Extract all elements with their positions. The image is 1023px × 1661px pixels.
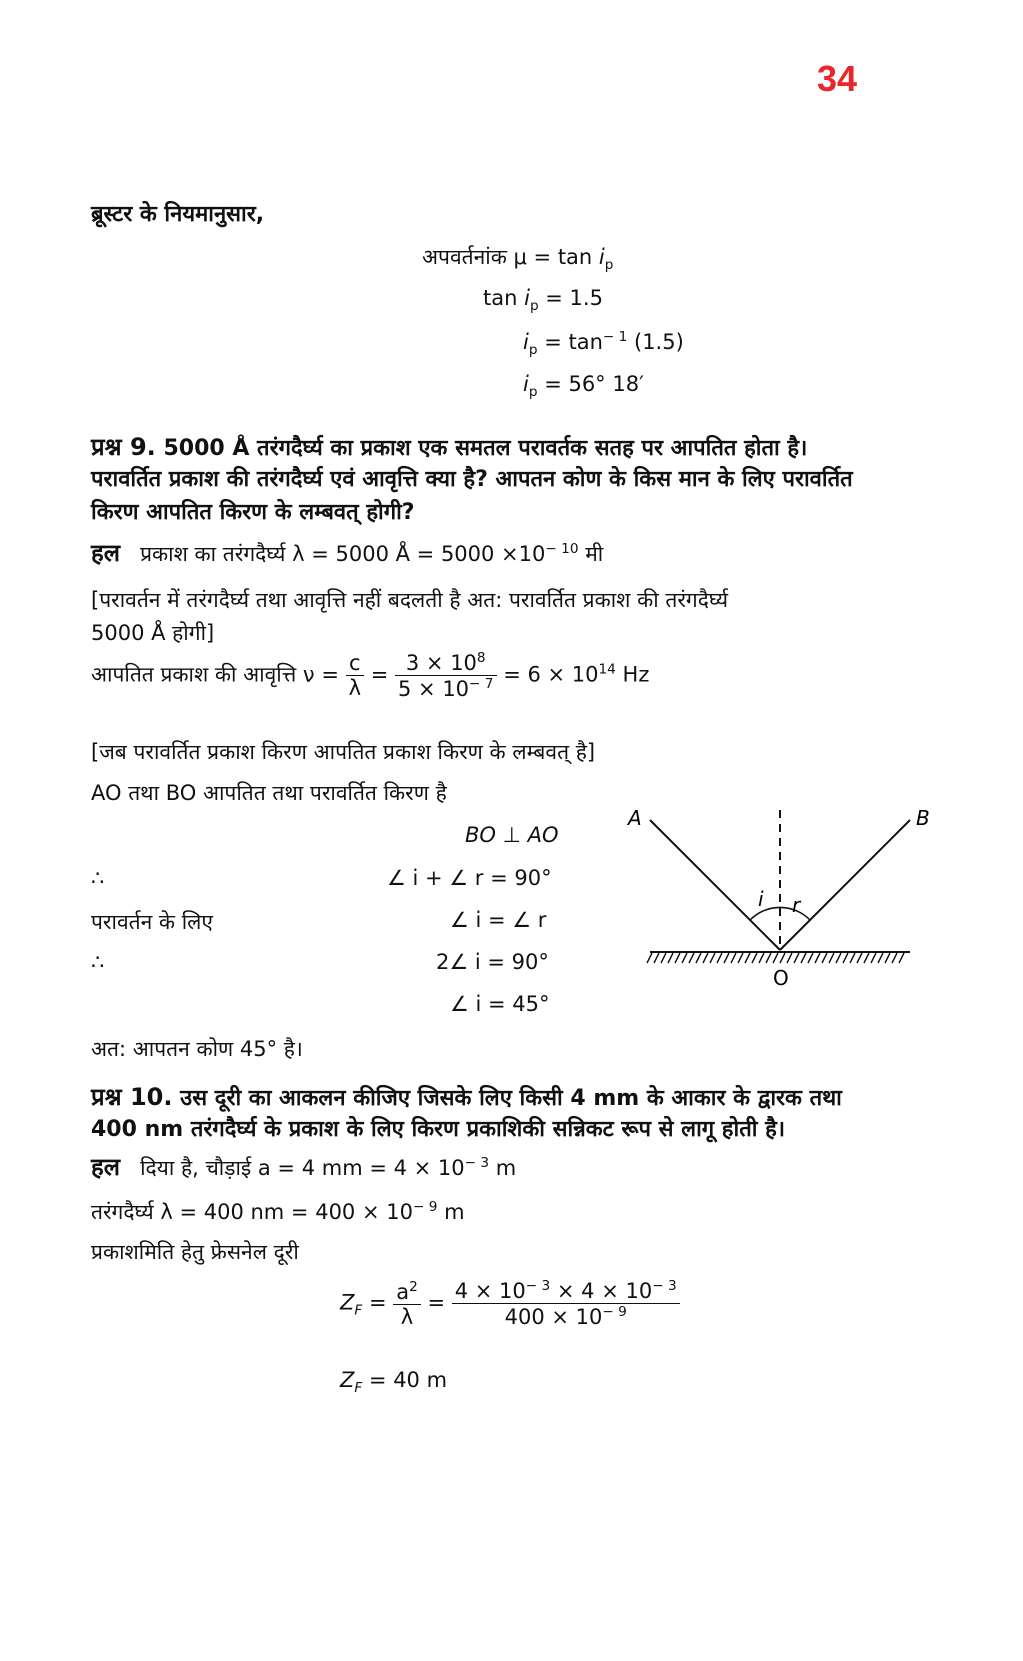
hatch-mark bbox=[787, 953, 792, 963]
q9-i-value: ∠ i = 45° bbox=[450, 992, 550, 1016]
brewster-heading: ब्रूस्टर के नियमानुसार, bbox=[91, 202, 265, 227]
hatch-mark bbox=[738, 953, 743, 963]
hatch-mark bbox=[857, 953, 862, 963]
mirror-hatching bbox=[647, 953, 904, 963]
reflection-diagram bbox=[620, 800, 940, 1000]
hatch-mark bbox=[822, 953, 827, 963]
label-b: B bbox=[916, 806, 930, 830]
q9-line-1: प्रश्न 9. 5000 Å तरंगदैर्घ्य का प्रकाश एक समतल परावर्तक सतह पर आपतित होता है। bbox=[91, 433, 808, 461]
q10-solution: हल दिया है, चौड़ाई a = 4 mm = $4 \times 10^{- 3}$ m bbox=[91, 1153, 517, 1181]
label-r: r bbox=[792, 893, 801, 917]
hatch-mark bbox=[878, 953, 883, 963]
q10-sol-label: हल bbox=[91, 1153, 121, 1181]
q9-therefore-1: ∴ bbox=[91, 866, 105, 890]
hatch-mark bbox=[647, 953, 652, 963]
label-o: O bbox=[773, 966, 789, 990]
hatch-mark bbox=[689, 953, 694, 963]
hatch-mark bbox=[850, 953, 855, 963]
q9-frequency: आपतित प्रकाश की आवृत्ति ν = $\frac{c}{\lambda}$ = $\frac{3 \times 10^8}{5 \times 10^{- 7}}$ = $6 \times 10^{14}$ Hz bbox=[91, 650, 650, 701]
hatch-mark bbox=[843, 953, 848, 963]
q10-line-1: प्रश्न 10. उस दूरी का आकलन कीजिए जिसके लिए किसी 4 mm के आकार के द्वारक तथा bbox=[91, 1083, 842, 1111]
q10-fresnel-equation: $Z_F$ = $\frac{a^2}{\lambda}$ = $\frac{4 \times 10^{- 3} \times 4 \times 10^{- 3}}{400 \times 10^{- 9}}$ bbox=[340, 1278, 680, 1329]
q9-therefore-2: ∴ bbox=[91, 950, 105, 974]
hatch-mark bbox=[815, 953, 820, 963]
hatch-mark bbox=[661, 953, 666, 963]
q9-sol-label: हल bbox=[91, 539, 121, 567]
q9-note-1b: 5000 Å होगी] bbox=[91, 621, 215, 645]
hatch-mark bbox=[696, 953, 701, 963]
q9-ao-line: AO तथा BO आपतित तथा परावर्तित किरण है bbox=[91, 781, 447, 805]
hatch-mark bbox=[682, 953, 687, 963]
hatch-mark bbox=[773, 953, 778, 963]
q10-result: $Z_F = 40$ m bbox=[340, 1368, 448, 1397]
hatch-mark bbox=[892, 953, 897, 963]
hatch-mark bbox=[710, 953, 715, 963]
label-a: A bbox=[628, 806, 642, 830]
q9-angle-sum: ∠ i + ∠ r = 90° bbox=[387, 866, 552, 890]
q9-label: प्रश्न 9. bbox=[91, 433, 156, 461]
brewster-eq-1: अपवर्तनांक $\mu = \tan i_p$ bbox=[422, 245, 614, 274]
q10-fresnel-label: प्रकाशमिति हेतु फ्रेसनेल दूरी bbox=[91, 1240, 299, 1264]
q9-line-2: परावर्तित प्रकाश की तरंगदैर्घ्य एवं आवृत्ति क्या है? आपतन कोण के किस मान के लिए परावर्तित bbox=[91, 467, 853, 492]
q9-line-3: किरण आपतित किरण के लम्बवत् होगी? bbox=[91, 500, 415, 525]
q9-solution: हल प्रकाश का तरंगदैर्घ्य λ = 5000 Å = $5000 \times 10^{- 10}$ मी bbox=[91, 539, 604, 567]
hatch-mark bbox=[759, 953, 764, 963]
brewster-eq-3: $i_p = \tan^{- 1} (1.5)$ bbox=[523, 329, 684, 359]
q9-two-i: 2∠ i = 90° bbox=[436, 950, 549, 974]
hatch-mark bbox=[829, 953, 834, 963]
q9-reflection-label: परावर्तन के लिए bbox=[91, 910, 214, 934]
hatch-mark bbox=[794, 953, 799, 963]
hatch-mark bbox=[808, 953, 813, 963]
q9-conclusion: अत: आपतन कोण 45° है। bbox=[91, 1037, 303, 1061]
q9-perpendicular: BO ⊥ AO bbox=[465, 823, 559, 847]
hatch-mark bbox=[766, 953, 771, 963]
hatch-mark bbox=[745, 953, 750, 963]
brewster-eq-2: $\tan i_p = 1.5$ bbox=[483, 286, 603, 315]
hatch-mark bbox=[731, 953, 736, 963]
brewster-eq-4: $i_p = 56^\circ$ 18′ bbox=[523, 372, 644, 401]
q10-label: प्रश्न 10. bbox=[91, 1083, 173, 1111]
q9-note-1a: [परावर्तन में तरंगदैर्घ्य तथा आवृत्ति नहीं बदलती है अत: परावर्तित प्रकाश की तरंगदैर्घ्य bbox=[91, 588, 729, 612]
hatch-mark bbox=[703, 953, 708, 963]
hatch-mark bbox=[668, 953, 673, 963]
hatch-mark bbox=[675, 953, 680, 963]
hatch-mark bbox=[836, 953, 841, 963]
hatch-mark bbox=[871, 953, 876, 963]
hatch-mark bbox=[885, 953, 890, 963]
q10-wavelength: तरंगदैर्घ्य λ = 400 nm = $400 \times 10^{- 9}$ m bbox=[91, 1199, 465, 1224]
page-number: 34 bbox=[817, 58, 858, 99]
hatch-mark bbox=[780, 953, 785, 963]
q9-angle-equal: ∠ i = ∠ r bbox=[450, 908, 547, 932]
hatch-mark bbox=[724, 953, 729, 963]
incident-ray-ao bbox=[650, 820, 780, 950]
hatch-mark bbox=[717, 953, 722, 963]
q10-line-2: 400 nm तरंगदैर्घ्य के प्रकाश के लिए किरण प्रकाशिकी सन्निकट रूप से लागू होती है। bbox=[91, 1117, 786, 1142]
hatch-mark bbox=[752, 953, 757, 963]
hatch-mark bbox=[864, 953, 869, 963]
hatch-mark bbox=[899, 953, 904, 963]
hatch-mark bbox=[654, 953, 659, 963]
reflected-ray-bo bbox=[780, 820, 910, 950]
q9-note-2: [जब परावर्तित प्रकाश किरण आपतित प्रकाश किरण के लम्बवत् है] bbox=[91, 740, 596, 764]
label-i: i bbox=[758, 887, 764, 911]
hatch-mark bbox=[801, 953, 806, 963]
